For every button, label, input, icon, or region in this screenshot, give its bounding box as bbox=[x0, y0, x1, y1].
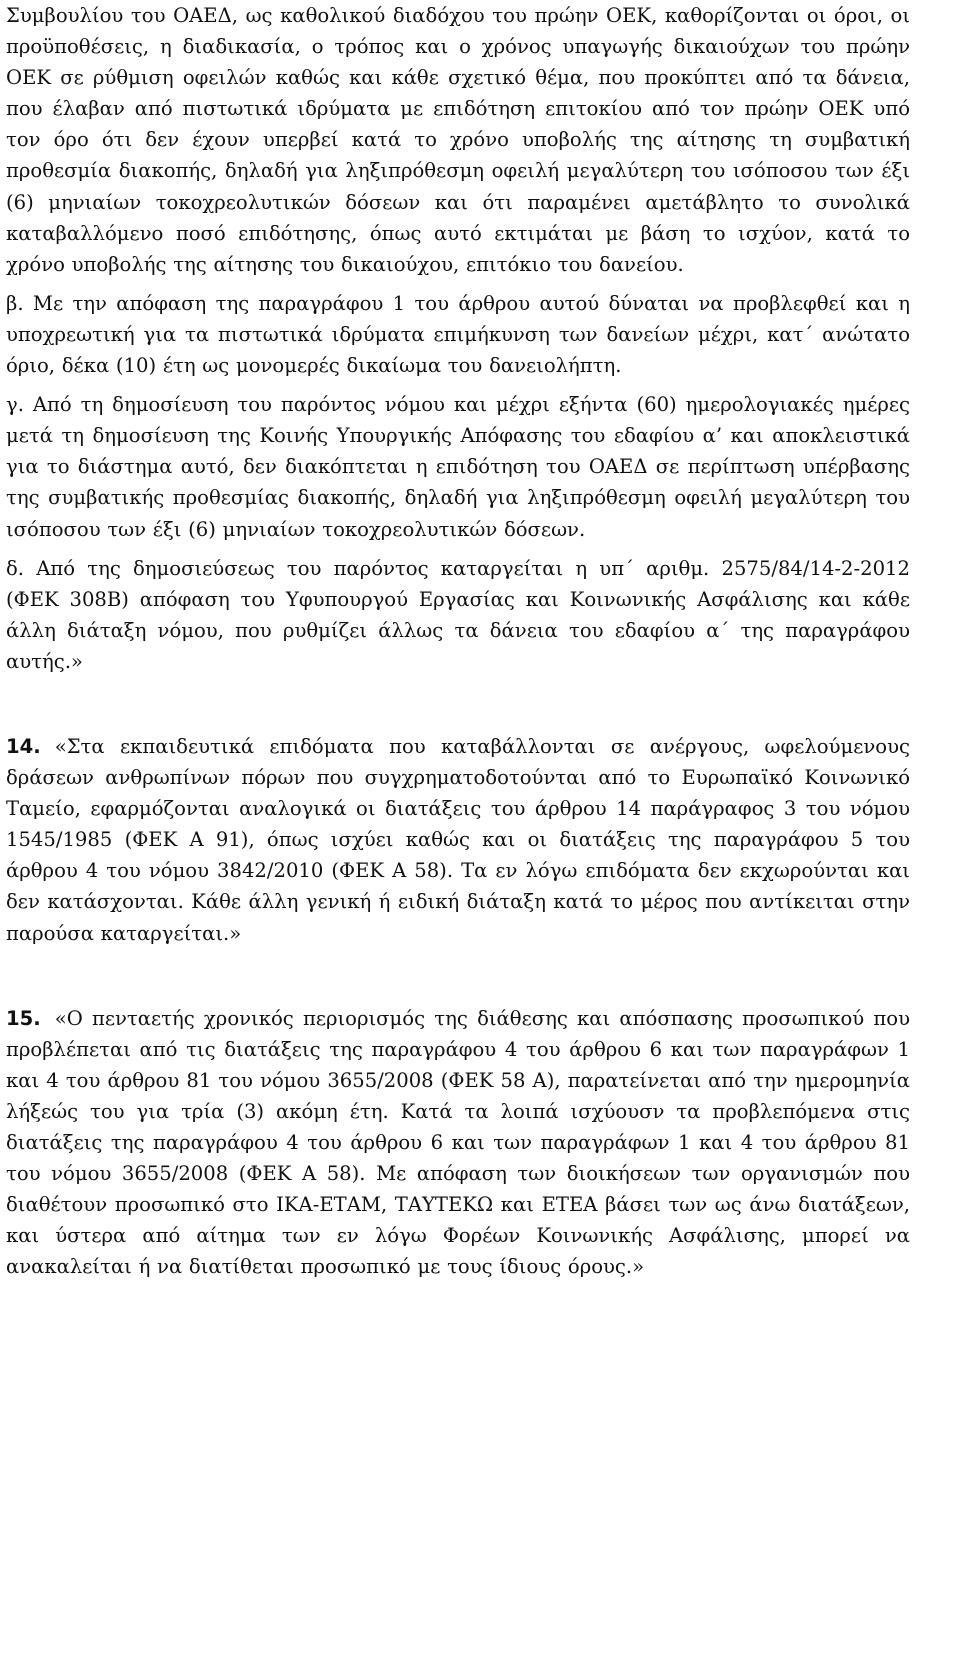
item-14 bbox=[6, 731, 910, 949]
paragraph-d: δ. Από της δημοσιεύσεως του παρόντος καταργείται η υπ΄ αριθμ. 2575/84/14-2-2012 (ΦΕΚ 308Β) απόφαση του Υφυπουργού Εργασίας και Κοινωνικής Ασφάλισης και κάθε άλλη διάταξη νόμου, που ρυθμίζει άλλως τα δάνεια του εδαφίου α΄ της παραγράφου αυτής.» bbox=[6, 556, 910, 673]
paragraph-c: γ. Από τη δημοσίευση του παρόντος νόμου και μέχρι εξήντα (60) ημερολογιακές ημέρες μετά τη δημοσίευση της Κοινής Υπουργικής Απόφασης του εδαφίου α’ και αποκλειστικά για το διάστημα αυτό, δεν διακόπτεται η επιδότηση του ΟΑΕΔ σε περίπτωση υπέρβασης της συμβατικής προθεσμίας διακοπής, δηλαδή για ληξιπρόθεσμη οφειλή μεγαλύτερη του ισόποσου των έξι (6) μηνιαίων τοκοχρεολυτικών δόσεων. bbox=[6, 393, 910, 541]
paragraph-b: β. Με την απόφαση της παραγράφου 1 του άρθρου αυτού δύναται να προβλεφθεί και η υποχρεωτική για τα πιστωτικά ιδρύματα επιμήκυνση των δανείων μέχρι, κατ΄ ανώτατο όριο, δέκα (10) έτη ως μονομερές δικαίωμα του δανειολήπτη. bbox=[6, 291, 910, 378]
continuation-paragraph: Συμβουλίου του ΟΑΕΔ, ως καθολικού διαδόχου του πρώην ΟΕΚ, καθορίζονται οι όροι, οι προϋποθέσεις, η διαδικασία, ο τρόπος και ο χρόνος υπαγωγής δικαιούχων του πρώην ΟΕΚ σε ρύθμιση οφειλών καθώς και κάθε σχετικό θέμα, που προκύπτει από τα δάνεια, που έλαβαν από πιστωτικά ιδρύματα με επιδότηση επιτοκίου από τον πρώην ΟΕΚ υπό τον όρο ότι δεν έχουν υπερβεί κατά το χρόνο υποβολής της αίτησης τη συμβατική προθεσμία διακοπής, δηλαδή για ληξιπρόθεσμη οφειλή μεγαλύτερη του ισόποσου των έξι (6) μηνιαίων τοκοχρεολυτικών δόσεων και ότι παραμένει αμετάβλητο το συνολικά καταβαλλόμενο ποσό επιδότησης, όπως αυτό εκτιμάται με βάση το ισχύον, κατά το χρόνο υποβολής της αίτησης του δικαιούχου, επιτόκιο του δανείου. bbox=[6, 4, 910, 276]
spacer bbox=[6, 545, 910, 553]
spacer bbox=[6, 677, 910, 731]
spacer bbox=[6, 949, 910, 1003]
item-15-number: 15. bbox=[6, 1006, 41, 1030]
item-15-text: «Ο πενταετής χρονικός περιορισμός της διάθεσης και απόσπασης προσωπικού που προβλέπεται από τις διατάξεις της παραγράφου 4 του άρθρου 6 και των παραγράφων 1 και 4 του άρθρου 81 του νόμου 3655/2008 (ΦΕΚ 58 Α), παρατείνεται από την ημερομηνία λήξεώς του για τρία (3) ακόμη έτη. Κατά τα λοιπά ισχύουσν τα προβλεπόμενα στις διατάξεις της παραγράφου 4 του άρθρου 6 και των παραγράφων 1 και 4 του άρθρου 81 του νόμου 3655/2008 (ΦΕΚ Α 58). Με απόφαση των διοικήσεων των οργανισμών που διαθέτουν προσωπικό στο ΙΚΑ-ΕΤΑΜ, ΤΑΥΤΕΚΩ και ΕΤΕΑ βάσει των ως άνω διατάξεων, και ύστερα από αίτημα των εν λόγω Φορέων Κοινωνικής Ασφάλισης, μπορεί να ανακαλείται ή να διατίθεται προσωπικό με τους ίδιους όρους.» bbox=[6, 1006, 910, 1279]
item-14-number: 14. bbox=[6, 734, 41, 758]
document-page bbox=[6, 0, 910, 1282]
spacer bbox=[6, 381, 910, 389]
spacer bbox=[6, 280, 910, 288]
item-15 bbox=[6, 1003, 910, 1283]
item-14-text: «Στα εκπαιδευτικά επιδόματα που καταβάλλονται σε ανέργους, ωφελούμενους δράσεων ανθρωπίνων πόρων που συγχρηματοδοτούνται από το Ευρωπαϊκό Κοινωνικό Ταμείο, εφαρμόζονται αναλογικά οι διατάξεις του άρθρου 14 παράγραφος 3 του νόμου 1545/1985 (ΦΕΚ Α 91), όπως ισχύει καθώς και οι διατάξεις της παραγράφου 5 του άρθρου 4 του νόμου 3842/2010 (ΦΕΚ Α 58). Τα εν λόγω επιδόματα δεν εκχωρούνται και δεν κατάσχονται. Κάθε άλλη γενική ή ειδική διάταξη κατά το μέρος που αντίκειται στην παρούσα καταργείται.» bbox=[6, 734, 910, 945]
